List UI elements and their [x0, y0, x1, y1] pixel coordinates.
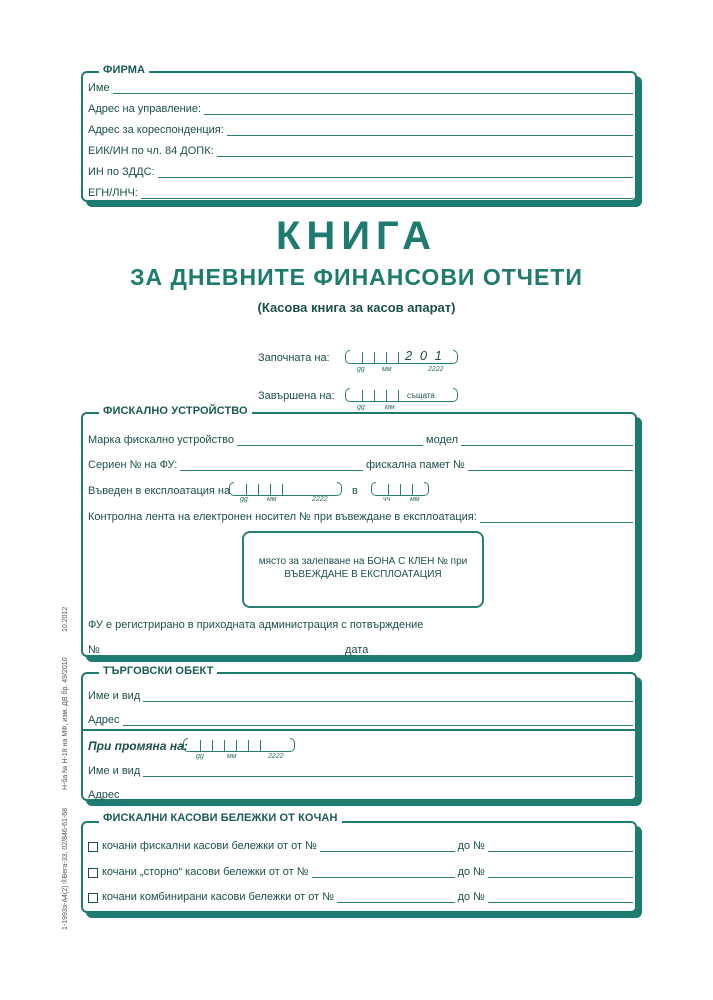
control-tape-label: Контролна лента на електронен носител № при въвеждане в експлоатация: [88, 511, 477, 523]
receipts-row-storno [88, 864, 633, 878]
firm-management-address-label: Адрес на управление: [88, 103, 202, 115]
shop-address-field-2[interactable] [88, 787, 633, 801]
receipts-storno-checkbox[interactable] [88, 868, 98, 878]
firm-eik-label: ЕИК/ИН по чл. 84 ДОПК: [88, 145, 214, 157]
device-serial-field[interactable] [88, 457, 363, 471]
firm-vat-field[interactable] [88, 164, 633, 178]
receipts-fiscal-label: кочани фискални касови бележки от от № [102, 840, 317, 852]
shop-change-date-input[interactable] [183, 736, 295, 752]
device-brand-field[interactable] [88, 432, 423, 446]
finished-label: Завършена на: [258, 390, 335, 402]
finished-mm-hint: мм [385, 404, 395, 411]
side-edition-date: 10.2012 [62, 606, 69, 632]
shop-divider [81, 729, 637, 731]
receipts-storno-from-input[interactable] [312, 867, 455, 878]
control-tape-field[interactable] [88, 509, 633, 523]
started-yyyy-hint: 2222 [428, 366, 444, 373]
page-subtitle: ЗА ДНЕВНИТЕ ФИНАНСОВИ ОТЧЕТИ [130, 264, 583, 290]
receipts-storno-to-label: до № [457, 866, 485, 878]
firm-egn-field[interactable] [88, 185, 633, 199]
stamp-text-line1: място за залепване на БОНА С КЛЕН № при [258, 556, 468, 567]
device-serial-label: Сериен № на ФУ: [88, 459, 178, 471]
firm-correspondence-address-label: Адрес за кореспонденция: [88, 124, 224, 136]
commissioned-min-hint: мм [410, 496, 420, 503]
commissioned-mm-hint: мм [267, 496, 277, 503]
shop-address-label: Адрес [88, 714, 120, 726]
receipts-combined-checkbox[interactable] [88, 893, 98, 903]
receipts-fiscal-to-label: до № [457, 840, 485, 852]
device-section-title: ФИСКАЛНО УСТРОЙСТВО [99, 405, 252, 417]
started-dd-hint: gg [357, 366, 365, 373]
commissioned-dd-hint: gg [240, 496, 248, 503]
shop-name-field[interactable] [88, 688, 633, 702]
stamp-text [248, 555, 478, 581]
shop-address-field[interactable] [88, 712, 633, 726]
registration-number-label: № [88, 644, 100, 656]
receipts-fiscal-to-input[interactable] [488, 841, 633, 852]
commissioned-yyyy-hint: 2222 [312, 496, 328, 503]
side-print-code: 1-1993з-А4(2) ®Вега-33, 02/846-61-68 [62, 807, 69, 930]
shop-name-label-2: Име и вид [88, 765, 141, 777]
commissioned-at-label: в [352, 485, 358, 497]
commissioned-time-input[interactable] [371, 480, 429, 496]
firm-eik-field[interactable] [88, 143, 633, 157]
registered-label: ФУ е регистрирано в приходната администрация с потвърждение [88, 619, 424, 631]
receipts-row-combined [88, 889, 633, 903]
device-memory-label: фискална памет № [366, 459, 465, 471]
page-title: КНИГА [275, 214, 438, 258]
receipts-combined-to-input[interactable] [488, 892, 633, 903]
shop-name-field-2[interactable] [88, 763, 633, 777]
stamp-text-line2: ВЪВЕЖДАНЕ В ЕКСПЛОАТАЦИЯ [284, 569, 442, 580]
receipts-section-title: ФИСКАЛНИ КАСОВИ БЕЛЕЖКИ ОТ КОЧАН [99, 812, 342, 824]
finished-date-input[interactable] [345, 386, 458, 402]
commissioned-hh-hint: чч [383, 496, 391, 503]
firm-name-field[interactable] [88, 80, 633, 94]
firm-management-address-field[interactable] [88, 101, 633, 115]
page-note: (Касова книга за касов апарат) [257, 300, 456, 315]
started-date-input[interactable] [345, 348, 458, 364]
firm-vat-label: ИН по ЗДДС: [88, 166, 155, 178]
firm-egn-label: ЕГН/ЛНЧ: [88, 187, 138, 199]
finished-dd-hint: gg [357, 404, 365, 411]
receipts-fiscal-checkbox[interactable] [88, 842, 98, 852]
receipts-storno-to-input[interactable] [488, 867, 633, 878]
commissioned-label: Въведен в експлоатация на [88, 485, 231, 497]
receipts-combined-to-label: до № [457, 891, 485, 903]
firm-section-title: ФИРМА [99, 64, 149, 76]
receipts-fiscal-from-input[interactable] [320, 841, 455, 852]
started-year-value: 2 0 1 [405, 348, 444, 363]
side-regulation-code: Н-ба № Н-18 на МФ, изм. ДВ бр. 49/2010 [62, 657, 69, 790]
shop-name-label: Име и вид [88, 690, 141, 702]
receipts-row-fiscal [88, 838, 633, 852]
device-memory-field[interactable] [366, 457, 633, 471]
shop-change-dd-hint: gg [196, 753, 204, 760]
receipts-combined-from-input[interactable] [337, 892, 455, 903]
shop-change-mm-hint: мм [227, 753, 237, 760]
receipts-storno-label: кочани „сторно“ касови бележки от от № [102, 866, 309, 878]
device-brand-label: Марка фискално устройство [88, 434, 234, 446]
shop-section-title: ТЪРГОВСКИ ОБЕКТ [99, 665, 217, 677]
started-label: Започната на: [258, 352, 330, 364]
shop-address-label-2: Адрес [88, 789, 120, 801]
registration-number-field[interactable] [88, 642, 342, 656]
firm-correspondence-address-field[interactable] [88, 122, 633, 136]
commissioned-date-input[interactable] [229, 480, 342, 496]
shop-change-label: При промяна на: [88, 739, 188, 753]
receipts-combined-label: кочани комбинирани касови бележки от от № [102, 891, 335, 903]
device-model-label: модел [426, 434, 459, 446]
finished-value: същата [407, 391, 435, 400]
registration-date-label: дата [345, 644, 369, 656]
shop-change-yyyy-hint: 2222 [268, 753, 284, 760]
registration-date-field[interactable] [345, 642, 633, 656]
device-model-field[interactable] [426, 432, 633, 446]
firm-name-label: Име [88, 82, 110, 94]
started-mm-hint: мм [382, 366, 392, 373]
